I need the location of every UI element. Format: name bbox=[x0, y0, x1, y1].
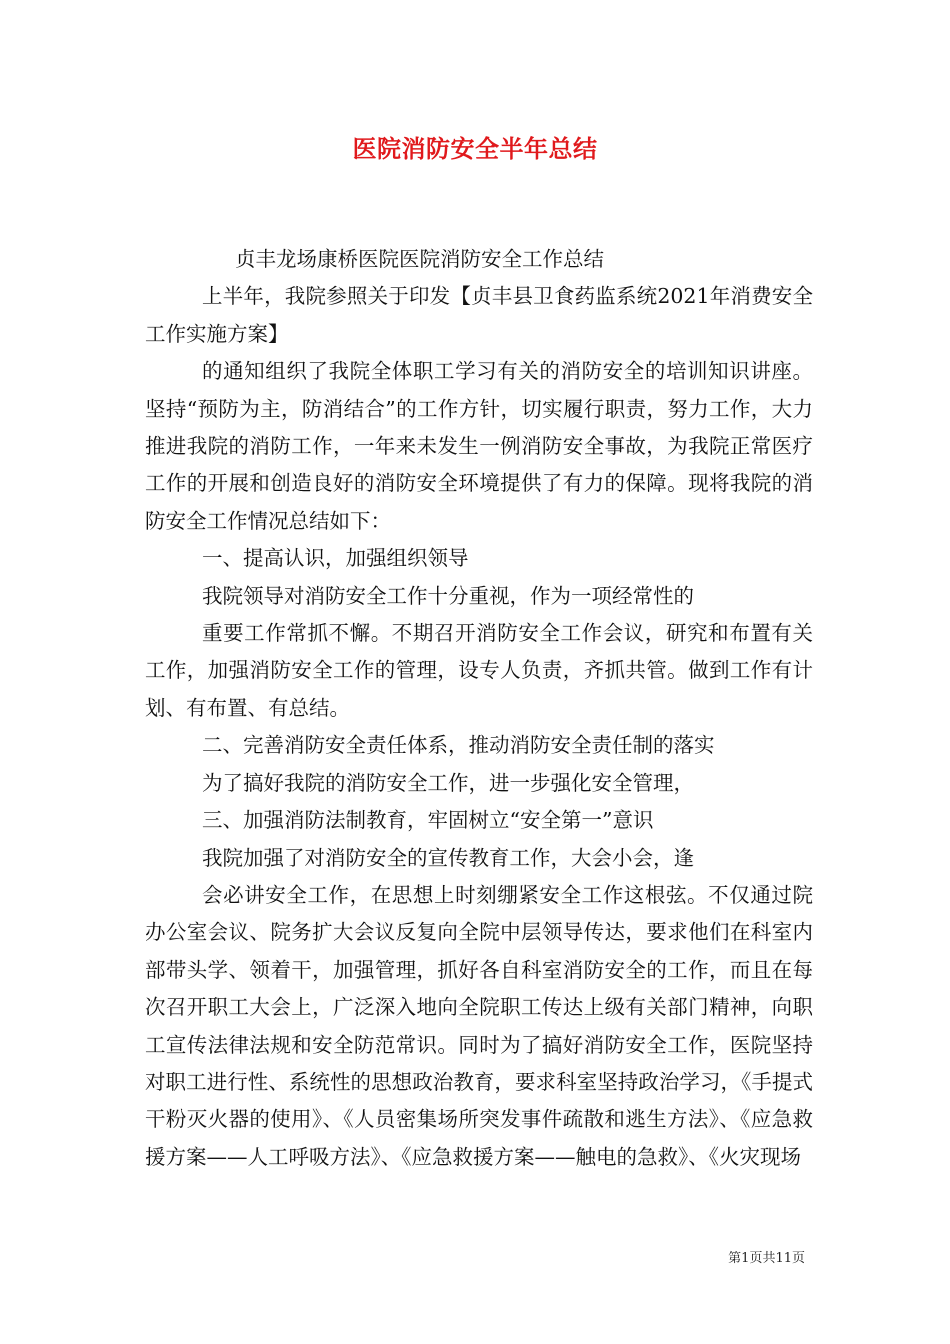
section-heading-1: 一、提高认识，加强组织领导 bbox=[202, 546, 469, 571]
section-heading-3: 三、加强消防法制教育，牢固树立“安全第一”意识 bbox=[202, 808, 654, 833]
paragraph-notice: 的通知组织了我院全体职工学习有关的消防安全的培训知识讲座。坚持“预防为主，防消结合”的工作方针，切实履行职责，努力工作，大力推进我院的消防工作，一年来未发生一例消防安全事故，为我院正常医疗工作的开展和创造良好的消防安全环境提供了有力的保障。现将我院的消防安全工作情况总结如下： bbox=[145, 359, 813, 533]
paragraph-leadership: 我院领导对消防安全工作十分重视，作为一项经常性的 bbox=[202, 583, 694, 608]
paragraph-work: 重要工作常抓不懈。不期召开消防安全工作会议，研究和布置有关工作，加强消防安全工作的管理，设专人负责，齐抓共管。做到工作有计划、有布置、有总结。 bbox=[145, 621, 813, 720]
paragraph-responsibility: 为了搞好我院的消防安全工作，进一步强化安全管理， bbox=[202, 770, 694, 795]
paragraph-subtitle: 贞丰龙场康桥医院医院消防安全工作总结 bbox=[235, 247, 604, 271]
paragraph-meetings: 会必讲安全工作，在思想上时刻绷紧安全工作这根弦。不仅通过院办公室会议、院务扩大会议反复向全院中层领导传达，要求他们在科室内部带头学、领着干，加强管理，抓好各自科室消防安全的工作，而且在每次召开职工大会上，广泛深入地向全院职工传达上级有关部门精神，向职工宣传法律法规和安全防范常识。同时为了搞好消防安全工作，医院坚持对职工进行性、系统性的思想政治教育，要求科室坚持政治学习，《手提式干粉灭火器的使用》、《人员密集场所突发事件疏散和逃生方法》、《应急救援方案——人工呼吸方法》、《应急救援方案——触电的急救》、《火灾现场 bbox=[145, 882, 813, 1169]
document-body bbox=[145, 241, 813, 1176]
paragraph-intro: 上半年，我院参照关于印发【贞丰县卫食药监系统2021年消费安全工作实施方案】 bbox=[145, 284, 813, 346]
paragraph-education: 我院加强了对消防安全的宣传教育工作，大会小会，逢 bbox=[202, 845, 694, 870]
page-number: 第1页共11页 bbox=[728, 1251, 805, 1266]
document-title: 医院消防安全半年总结 bbox=[352, 134, 598, 163]
section-heading-2: 二、完善消防安全责任体系，推动消防安全责任制的落实 bbox=[202, 733, 715, 758]
